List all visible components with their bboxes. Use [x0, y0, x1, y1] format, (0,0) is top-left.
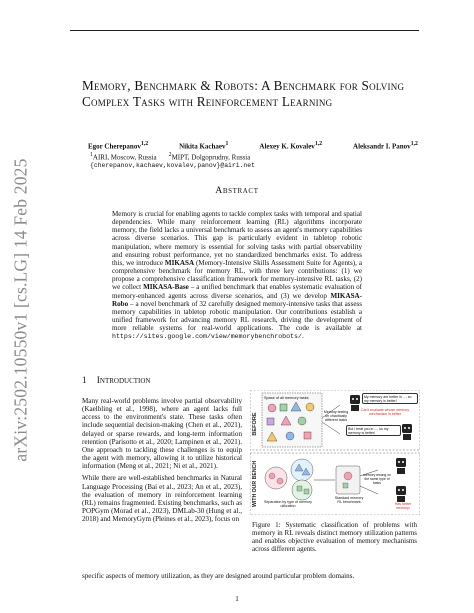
robot-icon	[396, 486, 406, 502]
paper-title: Memory, Benchmark & Robots: A Benchmark for Solving Complex Tasks with Reinforcement Learning	[82, 78, 405, 110]
task-shape	[343, 483, 348, 488]
before-label: BEFORE	[252, 412, 258, 436]
page-number: 1	[235, 594, 239, 603]
code-link[interactable]: https://sites.google.com/view/memorybenchrobots/	[112, 333, 302, 341]
space-label: Space of all memory tasks	[264, 396, 309, 400]
cant-evaluate-label: Can't evaluate whose memory mechanism is better	[360, 408, 410, 416]
task-shape	[344, 472, 352, 480]
testing-label: Memory testing on chaotically different tasks	[323, 410, 349, 422]
author-email[interactable]: {cherepanov,kachaev,kovalev,panov}@airi.net	[90, 161, 255, 169]
author: Egor Cherepanov$^{1,2}$	[88, 141, 149, 151]
with-bench-label: WITH OUR BENCH	[252, 460, 258, 508]
author: Aleksandr I. Panov$^{1,2}$	[353, 141, 418, 151]
task-shape	[267, 418, 274, 425]
speech-bubble: But I beat you in ..., so my memory is better!	[346, 425, 401, 436]
intro-paragraph: Many real-world problems involve partial observability (Kaelbling et al., 1998), where an agent lacks full access to the environment's state. These tasks often include sequential decision-making (Chen et al., 2021), delayed or sparse rewards, and long-term information retention (Parisotto et al., 2020; Lampinen et al., 2021). One approach to tackling these challenges is to equip the agent with memory, allowing it to utilize historical information (Meng et al., 2021; Ni et al., 2021).	[82, 397, 242, 471]
arxiv-stamp[interactable]: arXiv:2502.10550v1 [cs.LG] 14 Feb 2025	[10, 158, 31, 462]
task-shape	[277, 478, 283, 484]
task-shape	[298, 417, 306, 425]
figure-diagram	[250, 390, 420, 515]
robot-icon	[396, 458, 406, 474]
better-memory-label: Has better memory!	[394, 502, 412, 510]
abstract-heading: Abstract	[215, 186, 259, 196]
task-shape	[280, 404, 287, 411]
abstract-text: Memory is crucial for enabling agents to tackle complex tasks with temporal and spatial dependencies. While many reinforcement learning (RL) algorithms incorporate memory, the field lacks a universal benchmark to assess an agent's memory capabilities across diverse scenarios. This gap is particularly evident in tabletop robotic manipulation, where memory is essential for solving tasks with partial observability and ensuring robust performance, yet no standardized benchmarks exist. To address this, we introduce MIKASA (Memory-Intensive Skills Assessment Suite for Agents), a comprehensive benchmark for memory RL, with three key contributions: (1) we propose a comprehensive classification framework for memory-intensive RL tasks, (2) we collect MIKASA-Base – a unified benchmark that enables systematic evaluation of memory-enhanced agents across diverse scenarios, and (3) we develop MIKASA-Robo – a novel benchmark of 32 carefully designed memory-intensive tasks that assess memory capabilities in tabletop robotic manipulation. Our contributions establish a unified framework for advancing memory RL research, driving the development of more reliable systems for real-world applications. The code is available at https://sites.google.com/view/memorybenchrobots/.	[112, 210, 362, 341]
section-heading: 1 Introduction	[82, 376, 151, 386]
task-shape	[306, 403, 314, 411]
task-shape	[269, 473, 275, 479]
standard-label: Standard memory RL benchmark	[334, 496, 364, 504]
intro-left-column	[82, 397, 242, 527]
author-block	[88, 140, 418, 170]
affiliations	[90, 151, 418, 162]
robot-icon	[402, 424, 412, 440]
author: Nikita Kachaev$^1$	[179, 141, 229, 151]
task-cluster	[265, 467, 287, 489]
author-list	[88, 140, 418, 151]
task-shape	[268, 404, 276, 412]
task-shape	[297, 486, 302, 491]
speech-bubble: My memory are better in ..., so my memory is better!	[362, 393, 418, 404]
testing-same-label: Memory testing on the same type of tasks	[363, 474, 391, 485]
task-shape	[304, 432, 311, 439]
figure-caption: Figure 1: Systematic classification of problems with memory in RL reveals distinct memory utilization patterns and enables objective evaluation of memory mechanisms across different agents.	[252, 521, 417, 553]
task-shape	[286, 432, 294, 440]
figure-1	[250, 390, 420, 515]
author: Alexey K. Kovalev$^{1,2}$	[259, 141, 323, 151]
header-rule	[70, 30, 419, 31]
affiliation: $^2$MIPT, Dolgoprudny, Russia	[168, 151, 251, 162]
intro-continuation: specific aspects of memory utilization, as they are designed around particular problem domains.	[82, 572, 355, 580]
task-shape	[304, 489, 309, 494]
intro-paragraph: While there are well-established benchmarks in Natural Language Processing (Bai et al., 2023; An et al., 2023), the evaluation of memory in reinforcement learning (RL) remains fragmented. Existing benchmarks, such as POPGym (Morad et al., 2023), DMLab-30 (Hung et al., 2018) and MemoryGym (Pleines et al., 2023), focus on	[82, 474, 242, 524]
affiliation: $^1$AIRI, Moscow, Russia	[90, 151, 157, 162]
separation-label: Separation by type of memory utilization	[264, 500, 312, 508]
mikasa-name: MIKASA	[164, 258, 195, 267]
